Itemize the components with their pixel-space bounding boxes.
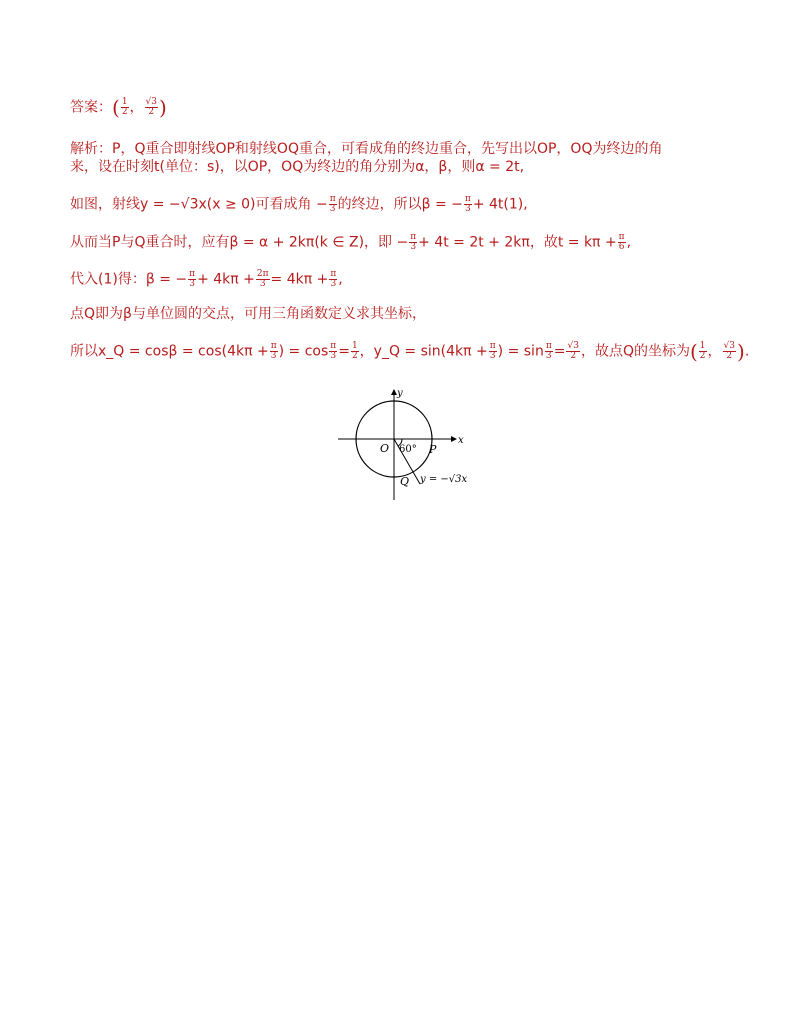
analysis-line-5: 代入(1)得：β = − $\frac{\pi}{3}$ + 4kπ + $\frac{2\pi}{3}$ = 4kπ + $\frac{\pi}{3}$ ,: [70, 269, 343, 289]
fraction-pi-3: $\frac{\pi}{3}$: [189, 269, 196, 289]
x-axis-label: x: [458, 435, 464, 446]
point-p-label: P: [429, 443, 437, 456]
fraction-pi-6: $\frac{\pi}{6}$: [618, 232, 625, 252]
analysis-line-7: 所以x_Q = cosβ = cos(4kπ + $\frac{\pi}{3}$ ) = cos $\frac{\pi}{3}$ = $\frac{1}{2}$ ，y_Q = sin(4kπ + $\frac{\pi}{3}$ ) = sin $\frac{\pi}{3}$ = $\frac{√3}{2}$ ，故点Q的坐标为( $\frac{1}{2}$ ， $\frac{√3}{2}$ ).: [70, 339, 750, 364]
fraction-pi-3: $\frac{\pi}{3}$: [329, 194, 336, 214]
point-q-label: Q: [400, 475, 410, 488]
analysis-line-2: 来，设在时刻t(单位：s)，以OP，OQ为终边的角分别为α，β，则α = 2t,: [70, 159, 525, 175]
analysis-line-4: 从而当P与Q重合时，应有β = α + 2kπ(k ∈ Z)，即 − $\frac{\pi}{3}$ + 4t = 2t + 2kπ，故t = kπ + $\frac{\pi}{6}$ ,: [70, 232, 632, 252]
y-axis-label: y: [397, 388, 403, 399]
fraction-1-2: $\frac{1}{2}$: [699, 341, 706, 361]
answer-line: 答案：( $\frac{1}{2}$ ， $\frac{√3}{2}$ ): [70, 95, 167, 120]
origin-label: O: [380, 442, 390, 455]
line-label: y = −√3x: [420, 474, 468, 485]
analysis-label: 解析：: [70, 141, 112, 157]
analysis-line-1: 解析：P，Q重合即射线OP和射线OQ重合，可看成角的终边重合，先写出以OP，OQ为终边的角: [70, 141, 663, 157]
fraction-rt3-2: $\frac{√3}{2}$: [567, 341, 579, 361]
fraction-pi-3: $\frac{\pi}{3}$: [330, 269, 337, 289]
fraction-1-2: $\frac{1}{2}$: [351, 341, 358, 361]
fraction-pi-3: $\frac{\pi}{3}$: [489, 341, 496, 361]
angle-label: 60°: [399, 444, 417, 455]
fraction-pi-3: $\frac{\pi}{3}$: [464, 194, 471, 214]
fraction-2pi-3: $\frac{2\pi}{3}$: [256, 269, 269, 289]
fraction-pi-3: $\frac{\pi}{3}$: [330, 341, 337, 361]
fraction-pi-3: $\frac{\pi}{3}$: [545, 341, 552, 361]
answer-label: 答案：: [70, 99, 112, 116]
fraction-pi-3: $\frac{\pi}{3}$: [410, 232, 417, 252]
fraction-rt3-2: $\frac{√3}{2}$: [723, 341, 735, 361]
analysis-line-3: 如图，射线y = −√3x(x ≥ 0)可看成角 − $\frac{\pi}{3}$ 的终边，所以β = − $\frac{\pi}{3}$ + 4t(1),: [70, 194, 528, 214]
answer-x-fraction: $\frac{1}{2}$: [121, 97, 128, 117]
unit-circle-figure: [334, 386, 474, 502]
answer-y-fraction: $\frac{√3}{2}$: [145, 97, 158, 117]
analysis-line-6: 点Q即为β与单位圆的交点，可用三角函数定义求其坐标，: [70, 306, 426, 322]
fraction-pi-3: $\frac{\pi}{3}$: [270, 341, 277, 361]
